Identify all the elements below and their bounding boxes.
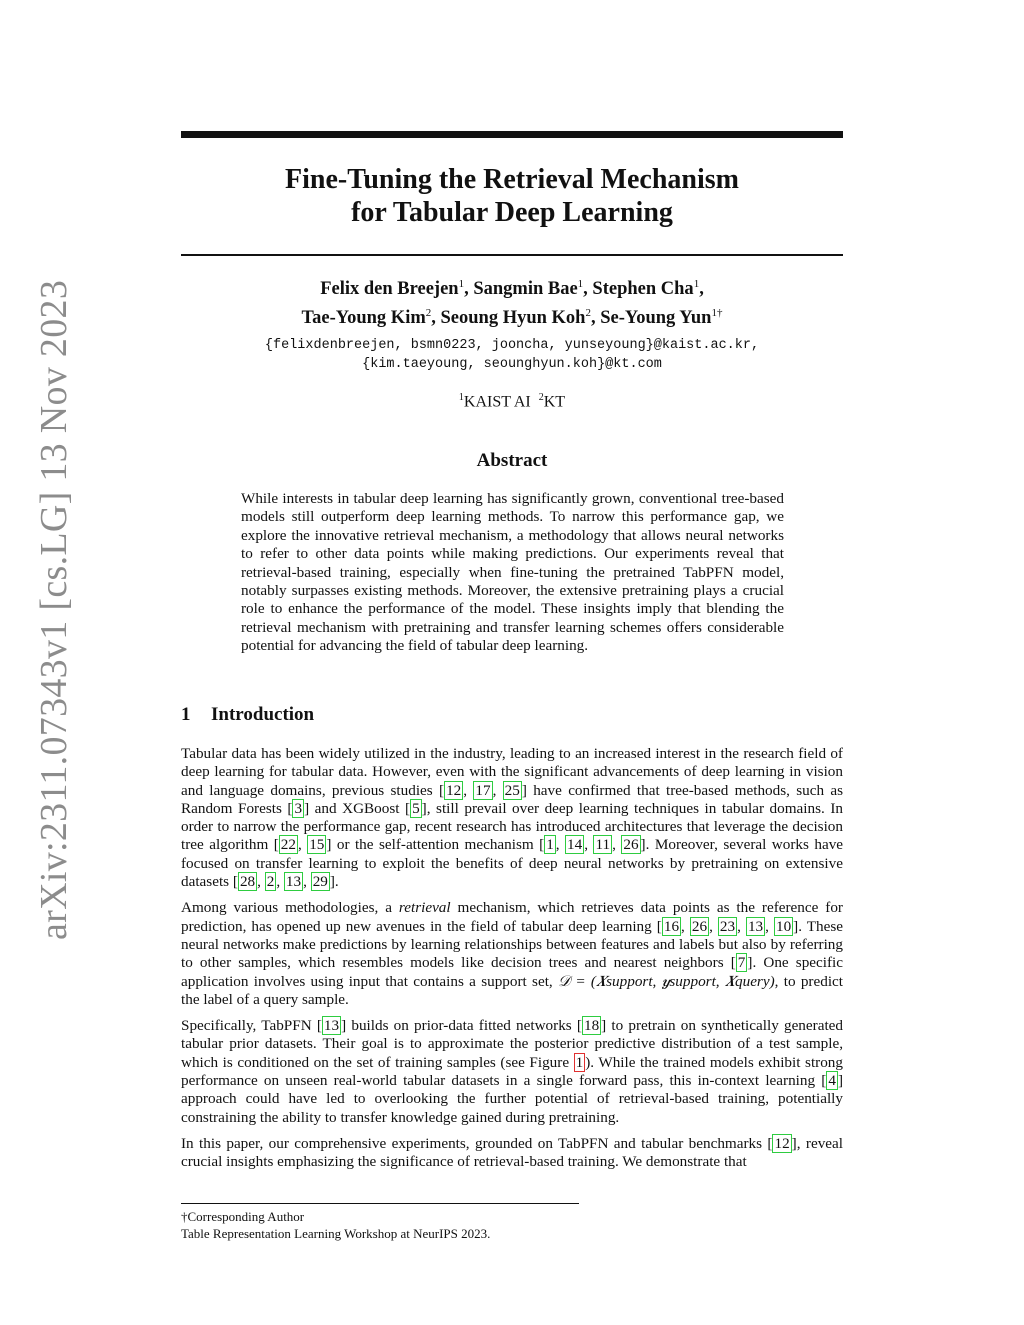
email-line-1: {felixdenbreejen, bsmn0223, jooncha, yunseyoung}@kaist.ac.kr, bbox=[264, 338, 760, 353]
citation-link[interactable]: 11 bbox=[595, 836, 611, 854]
text-run: ] builds on prior-data fitted networks [ bbox=[341, 1017, 582, 1035]
author-affil: 2 bbox=[585, 307, 591, 320]
citation-link[interactable]: 10 bbox=[775, 917, 792, 935]
author-affil: 2 bbox=[425, 307, 432, 320]
citation-link[interactable]: 22 bbox=[280, 836, 296, 854]
citation-link[interactable]: 13 bbox=[285, 873, 302, 891]
citation-link[interactable]: 1 bbox=[546, 836, 554, 854]
text-run: ] and XGBoost [ bbox=[304, 799, 411, 817]
citation-link[interactable]: 18 bbox=[583, 1017, 600, 1035]
author-affil: 1† bbox=[711, 307, 723, 320]
text-run: mechanism, which retrieves data points as the reference for prediction, has opened up new avenues in the field of tabular deep learning [ bbox=[181, 899, 843, 935]
citation-link[interactable]: 15 bbox=[309, 836, 325, 854]
abstract-heading: Abstract bbox=[476, 450, 548, 471]
author-name: Stephen Cha bbox=[592, 279, 694, 300]
text-run: ]. bbox=[329, 873, 339, 891]
citation-link[interactable]: 12 bbox=[446, 781, 462, 799]
footnote-rule bbox=[181, 1203, 579, 1204]
citation-link[interactable]: 5 bbox=[412, 799, 420, 817]
support-set-formula: 𝒟 = (𝑿support, 𝒚support, 𝑿query) bbox=[558, 972, 775, 990]
citation-link[interactable]: 28 bbox=[239, 873, 256, 891]
paper-title bbox=[181, 163, 843, 229]
text-run: ]. These neural networks make predictions by learning relationships between features and labels but also by referring to other samples, which resembles models like decision trees and nearest neighbors [ bbox=[181, 917, 844, 972]
text-run: Among various methodologies, a bbox=[181, 899, 399, 917]
emphasis: retrieval bbox=[398, 899, 451, 917]
footnote-corresponding: †Corresponding Author bbox=[181, 1209, 305, 1224]
affil-name: KT bbox=[543, 393, 566, 411]
affil-sup: 1 bbox=[458, 392, 464, 403]
author-name: Tae-Young Kim bbox=[301, 308, 426, 329]
text-run: In this paper, our comprehensive experiments, grounded on TabPFN and tabular benchmarks [ bbox=[181, 1134, 773, 1152]
citation-link[interactable]: 2 bbox=[266, 873, 275, 891]
author-name: Felix den Breejen bbox=[320, 279, 459, 300]
title-line-1: Fine-Tuning the Retrieval Mechanism bbox=[285, 164, 739, 195]
citation-link[interactable]: 26 bbox=[623, 836, 639, 854]
text-run: ] or the self-attention mechanism [ bbox=[326, 836, 545, 854]
text-run: , to predict the label of a query sample. bbox=[181, 972, 844, 1008]
text-run: ], still prevail over deep learning techniques in tabular domains. In order to narrow the performance gap, recent research has introduced architectures that leverage the decision tree algorithm [ bbox=[181, 799, 843, 854]
paragraph bbox=[181, 1135, 843, 1172]
paragraph: Tabular data has been widely utilized in the industry, leading to an increased interest in the research field of deep learning for tabular data. However, even with the significant advancements of deep learning in vision and language domains, previous studies [ 12 , 17 , 25 ] have confirmed that tree-based methods, such as Random Forests [ 3 ] and XGBoost [ 5 ], still prevail over deep learning techniques in tabular domains. In order to narrow the performance gap, recent research has introduced architectures that leverage the decision tree algorithm [ 22 , 15 ] or the self-attention mechanism [ 1 , 14 , 11 , 26 ]. Moreover, several works have focused on transfer learning to exploit the benefits of deep neural networks by pretraining on extensive datasets [ 28 , 2 , 13 , 29 ]. bbox=[181, 745, 844, 891]
citation-link[interactable]: 7 bbox=[737, 954, 746, 972]
paragraph bbox=[181, 1017, 843, 1127]
text-run: ], reveal crucial insights emphasizing the significance of retrieval-based training. We demonstrate that bbox=[181, 1134, 843, 1171]
introduction-body bbox=[181, 745, 843, 1180]
author-affil: 1 bbox=[577, 278, 584, 290]
citation-link[interactable]: 26 bbox=[691, 917, 708, 935]
text-run: Specifically, TabPFN [ bbox=[181, 1017, 322, 1035]
citation-link[interactable]: 16 bbox=[663, 917, 680, 935]
text-run: ]. Moreover, several works have focused on transfer learning to exploit the benefits of deep neural networks by pretraining on extensive datasets [ bbox=[181, 836, 844, 891]
section-heading bbox=[181, 704, 314, 726]
author-name: Se-Young Yun bbox=[600, 308, 712, 329]
text-run: ]. One specific application involves using input that contains a support set, bbox=[181, 954, 844, 990]
arxiv-identifier: arXiv:2311.07343v1 [cs.LG] 13 Nov 2023 bbox=[33, 279, 75, 940]
citation-link[interactable]: 14 bbox=[567, 836, 583, 854]
text-run: ] have confirmed that tree-based methods, such as Random Forests [ bbox=[181, 781, 844, 817]
citation-link[interactable]: 29 bbox=[312, 873, 328, 891]
affil-name: KAIST AI bbox=[463, 393, 531, 411]
citation-link[interactable]: 3 bbox=[294, 799, 303, 817]
title-top-rule bbox=[181, 131, 843, 138]
section-number: 1 bbox=[181, 704, 191, 725]
footnote-venue: Table Representation Learning Workshop at NeurIPS 2023. bbox=[181, 1226, 491, 1241]
footnotes bbox=[181, 1208, 490, 1242]
paragraph: Among various methodologies, a retrieval mechanism, which retrieves data points as the reference for prediction, has opened up new avenues in the field of tabular deep learning [ 16 , 26 , 23 , 13 , 10 ]. These neural networks make predictions by learning relationships between features and labels but also by referring to other samples, which resembles models like decision trees and nearest neighbors [ 7 ]. One specific application involves using input that contains a support set, 𝒟 = (𝑿support, 𝒚support, 𝑿query), to predict the label of a query sample. bbox=[181, 899, 844, 1008]
citation-link[interactable]: 4 bbox=[828, 1072, 836, 1090]
text-run: ] to pretrain on synthetically generated tabular prior datasets. Their goal is to approximate the posterior predictive distribution of a test sample, which is conditioned on the set of training samples (see Figure bbox=[181, 1017, 843, 1071]
author-emails bbox=[181, 336, 843, 374]
citation-link[interactable]: 13 bbox=[747, 917, 764, 935]
section-title: Introduction bbox=[211, 704, 315, 725]
affiliations bbox=[181, 388, 843, 412]
author-affil: 1 bbox=[458, 278, 465, 290]
text-run: Tabular data has been widely utilized in the industry, leading to an increased interest in the research field of deep learning for tabular data. However, even with the significant advancements of deep learning in vision and language domains, previous studies [ bbox=[181, 745, 843, 799]
citation-link[interactable]: 12 bbox=[774, 1134, 790, 1152]
title-line-2: for Tabular Deep Learning bbox=[351, 197, 673, 228]
author-name: Seoung Hyun Koh bbox=[440, 308, 586, 329]
text-run: ] approach could have led to overlooking the further potential of retrieval-based training, potentially constraining the ability to transfer knowledge gained during pretraining. bbox=[181, 1072, 843, 1126]
citation-link[interactable]: 25 bbox=[504, 781, 520, 799]
author-affil: 1 bbox=[693, 278, 700, 290]
affil-sup: 2 bbox=[538, 392, 544, 403]
author-list: Felix den Breejen$^1$, Sangmin Bae$^1$, Stephen Cha$^1$, Tae-Young Kim$^2$, Seoung Hyun Koh$^2$, Se-Young Yun$^{1\dagger}$ bbox=[301, 278, 723, 329]
title-bottom-rule bbox=[181, 254, 843, 256]
citation-link[interactable]: 17 bbox=[475, 781, 491, 799]
text-run: ). While the trained models exhibit strong performance on unseen real-world tabular datasets in a single forward pass, this in-context learning [ bbox=[181, 1053, 843, 1090]
figure-link[interactable]: 1 bbox=[575, 1053, 584, 1071]
citation-link[interactable]: 23 bbox=[719, 917, 736, 935]
author-name: Sangmin Bae bbox=[473, 279, 578, 300]
abstract-text: While interests in tabular deep learning has significantly grown, conventional tree-based models still outperform deep learning methods. To narrow this performance gap, we explore the innovative retrieval mechanism, a methodology that allows neural networks to refer to other data points while making predictions. Our experiments reveal that retrieval-based training, especially when fine-tuning the pretrained TabPFN model, notably surpasses existing methods. Moreover, the extensive pretraining plays a crucial role to enhance the performance of the model. These insights imply that blending the retrieval mechanism with pretraining and transfer learning schemes offers considerable potential for advancing the field of tabular deep learning. bbox=[241, 490, 784, 655]
email-line-2: {kim.taeyoung, seounghyun.koh}@kt.com bbox=[362, 357, 662, 372]
citation-link[interactable]: 13 bbox=[323, 1017, 340, 1035]
